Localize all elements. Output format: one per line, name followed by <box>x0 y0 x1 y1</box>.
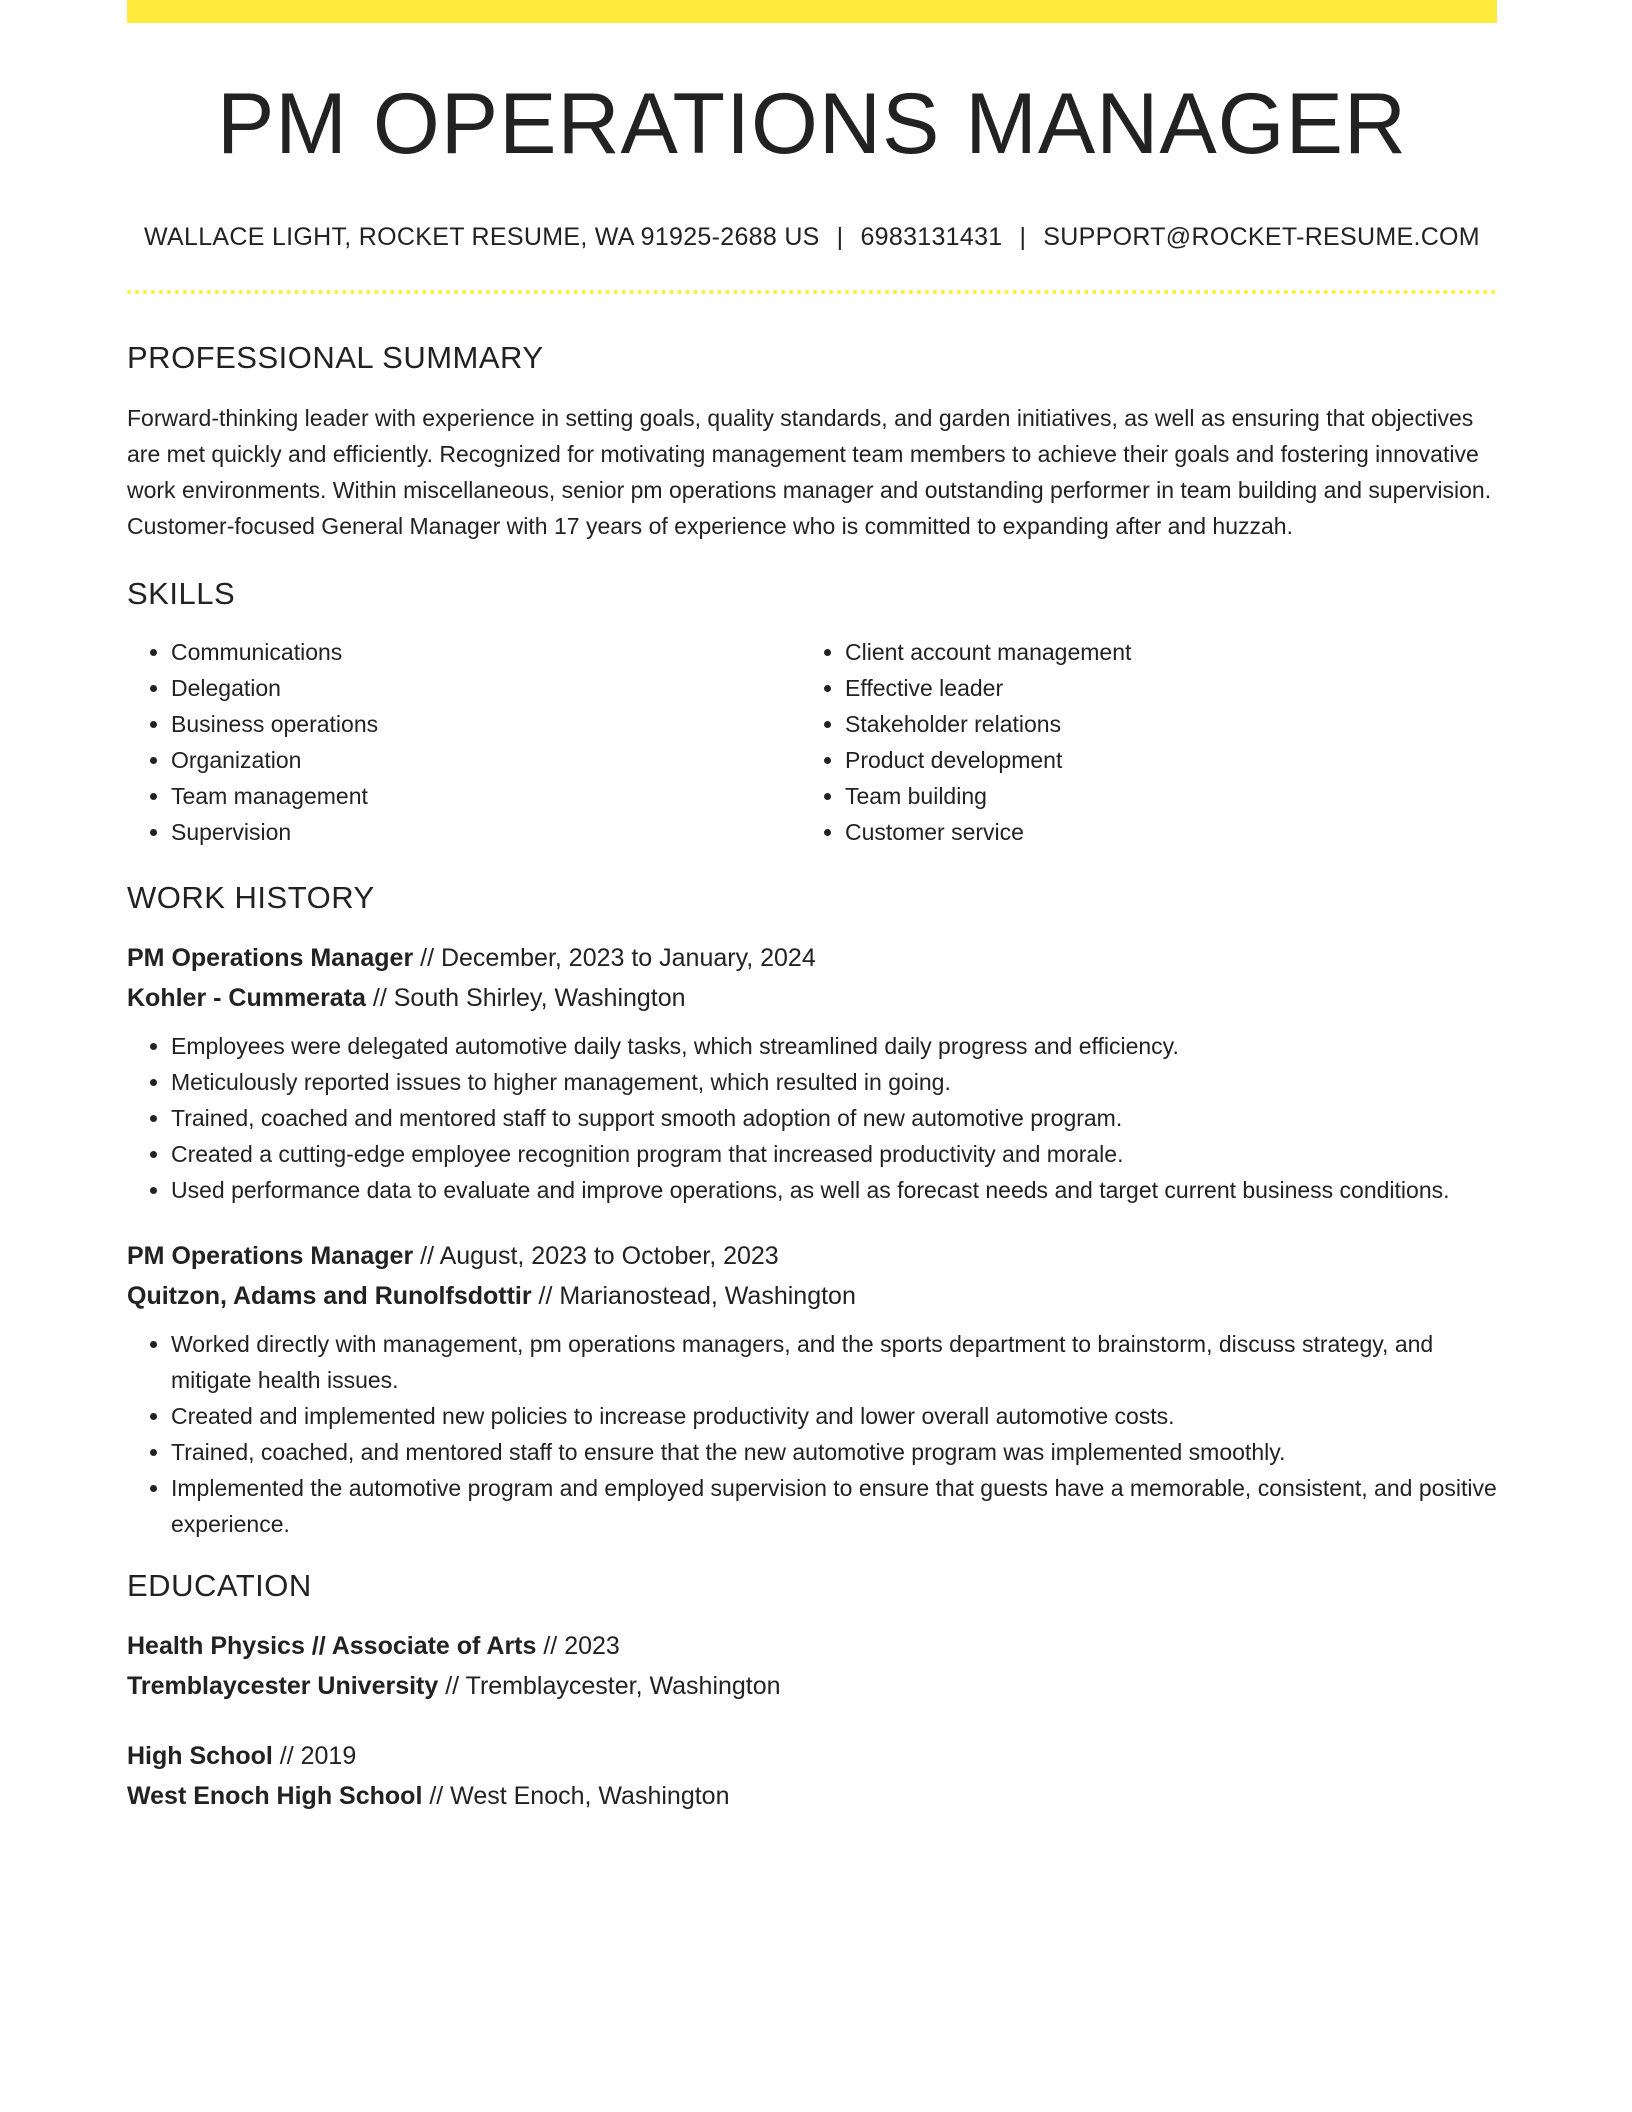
skill-item: • Business operations <box>171 706 801 742</box>
job-bullet: • Employees were delegated automotive daily tasks, which streamlined daily progress and efficiency. <box>171 1028 1497 1064</box>
education-school-line <box>127 1666 1497 1706</box>
top-accent-bar <box>127 0 1497 23</box>
job-role: PM Operations Manager <box>127 1242 414 1270</box>
job-role-line <box>127 938 1497 978</box>
job-company-line <box>127 1276 1497 1316</box>
skill-item: • Supervision <box>171 814 801 850</box>
skill-item: • Effective leader <box>845 670 1475 706</box>
education-school-line <box>127 1776 1497 1816</box>
skill-item: • Client account management <box>845 634 1475 670</box>
skills-column-left <box>127 634 801 850</box>
resume-page <box>127 0 1497 1816</box>
job-location: // South Shirley, Washington <box>365 984 686 1012</box>
skill-item: • Stakeholder relations <box>845 706 1475 742</box>
skills-column-right <box>801 634 1475 850</box>
education-location: // Tremblaycester, Washington <box>438 1672 781 1700</box>
education-degree-line <box>127 1736 1497 1776</box>
job-company: Kohler - Cummerata <box>127 984 366 1012</box>
skill-item: • Product development <box>845 742 1475 778</box>
job-bullet: • Used performance data to evaluate and improve operations, as well as forecast needs and target current business conditions. <box>171 1172 1497 1208</box>
job-role: PM Operations Manager <box>127 944 414 972</box>
job-bullet: • Trained, coached, and mentored staff to ensure that the new automotive program was implemented smoothly. <box>171 1434 1497 1470</box>
skill-item: • Team management <box>171 778 801 814</box>
work-history-heading: WORK HISTORY <box>127 880 375 915</box>
job-bullet: • Created a cutting-edge employee recognition program that increased productivity and morale. <box>171 1136 1497 1172</box>
education-year: // 2019 <box>272 1742 357 1770</box>
job-entry <box>127 1236 1497 1542</box>
job-bullets <box>127 1326 1497 1542</box>
skill-item: • Delegation <box>171 670 801 706</box>
education-location: // West Enoch, Washington <box>422 1782 730 1810</box>
education-entry <box>127 1736 1497 1816</box>
job-dates: // August, 2023 to October, 2023 <box>413 1242 779 1270</box>
contact-separator: | <box>836 223 844 251</box>
education-degree: Health Physics // Associate of Arts <box>127 1632 537 1660</box>
contact-line <box>127 223 1497 252</box>
summary-text: Forward-thinking leader with experience in setting goals, quality standards, and garden initiatives, as well as ensuring that objectives are met quickly and efficiently. Recognized for motivating management team members to achieve their goals and fostering innovative work environments. Within miscellaneous, senior pm operations manager and outstanding performer in team building and supervision. Customer-focused General Manager with 17 years of experience who is committed to expanding after and huzzah. <box>127 405 1492 539</box>
job-bullet: • Trained, coached and mentored staff to support smooth adoption of new automotive program. <box>171 1100 1497 1136</box>
job-dates: // December, 2023 to January, 2024 <box>413 944 816 972</box>
contact-separator: | <box>1019 223 1027 251</box>
job-entry <box>127 938 1497 1208</box>
resume-title: PM OPERATIONS MANAGER <box>216 76 1408 172</box>
skill-item: • Organization <box>171 742 801 778</box>
education-heading: EDUCATION <box>127 1568 312 1603</box>
dotted-divider <box>127 290 1497 294</box>
job-company: Quitzon, Adams and Runolfsdottir <box>127 1282 532 1310</box>
job-location: // Marianostead, Washington <box>531 1282 856 1310</box>
education-entry <box>127 1626 1497 1706</box>
education-degree: High School <box>127 1742 273 1770</box>
skills-list <box>127 634 1497 850</box>
skill-item: • Communications <box>171 634 801 670</box>
summary-heading: PROFESSIONAL SUMMARY <box>127 340 544 375</box>
job-bullet: • Meticulously reported issues to higher management, which resulted in going. <box>171 1064 1497 1100</box>
job-bullet: • Created and implemented new policies to increase productivity and lower overall automotive costs. <box>171 1398 1497 1434</box>
skill-item: • Customer service <box>845 814 1475 850</box>
job-bullets <box>127 1028 1497 1208</box>
job-bullet: • Implemented the automotive program and employed supervision to ensure that guests have a memorable, consistent, and positive experience. <box>171 1470 1497 1542</box>
education-year: // 2023 <box>536 1632 620 1660</box>
education-degree-line <box>127 1626 1497 1666</box>
job-bullet: • Worked directly with management, pm operations managers, and the sports department to brainstorm, discuss strategy, and mitigate health issues. <box>171 1326 1497 1398</box>
job-role-line <box>127 1236 1497 1276</box>
contact-email[interactable]: SUPPORT@ROCKET-RESUME.COM <box>1043 223 1480 251</box>
education-school: West Enoch High School <box>127 1782 423 1810</box>
contact-phone: 6983131431 <box>860 223 1003 251</box>
skill-item: • Team building <box>845 778 1475 814</box>
contact-address: WALLACE LIGHT, ROCKET RESUME, WA 91925-2688 US <box>144 223 820 251</box>
job-company-line <box>127 978 1497 1018</box>
skills-heading: SKILLS <box>127 576 236 611</box>
education-school: Tremblaycester University <box>127 1672 439 1700</box>
